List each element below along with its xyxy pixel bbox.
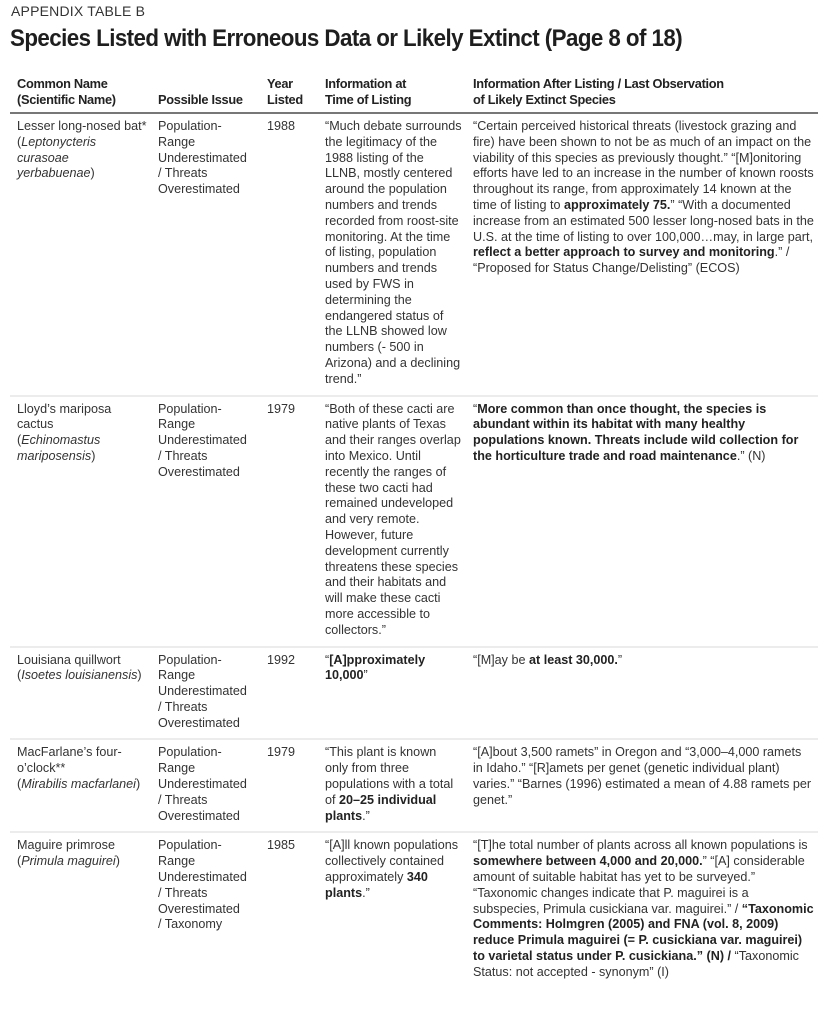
column-header-year <box>260 76 318 113</box>
paren-close: ) <box>90 166 95 181</box>
column-header-info-after <box>466 76 818 113</box>
issue-line: Underestimated <box>158 150 247 165</box>
common-name: Louisiana quillwort <box>17 652 121 667</box>
appendix-label: APPENDIX TABLE B <box>11 3 146 19</box>
info-after-listing-emphasis: approximately 75. <box>564 197 671 212</box>
info-at-listing-cell <box>318 396 466 647</box>
info-after-listing-emphasis: More common than once thought, the species is abundant within its habitat with many healthy populations known. Threats include wild collection for the horticulture trade and road maintenance <box>473 401 799 463</box>
column-header-info-line1: Information at <box>325 76 407 91</box>
species-name-cell <box>10 396 151 647</box>
info-at-listing-text: “[A]ll known populations collectively contained approximately <box>325 838 459 885</box>
info-at-listing-cell <box>318 739 466 832</box>
info-at-listing-text: “Much debate surrounds the legitimacy of the 1988 listing of the LLNB, mostly centered around the population numbers and trends recorded from roost-site monitoring. At the time of listing, population numbers and trends used by FWS in determining the endangered status of the LLNB showed low numbers (- 500 in Arizona) and a declining trend.” <box>325 119 462 386</box>
info-after-listing-text: ” <box>617 652 623 667</box>
info-after-listing-emphasis: at least 30,000. <box>529 652 618 667</box>
possible-issue-cell <box>151 113 260 396</box>
page-title: Species Listed with Erroneous Data or Likely Extinct (Page 8 of 18) <box>10 25 683 52</box>
table-row <box>10 832 818 987</box>
issue-line: Population- <box>158 401 222 416</box>
paren-open: ( <box>17 134 22 149</box>
info-after-listing-text: .” (N) <box>736 448 766 463</box>
paren-open: ( <box>17 777 22 792</box>
scientific-name-wrapper <box>17 433 147 465</box>
info-after-listing-cell <box>466 832 818 987</box>
possible-issue-cell <box>151 396 260 647</box>
info-after-listing-emphasis: reflect a better approach to survey and monitoring <box>473 245 775 260</box>
info-at-listing-cell <box>318 113 466 396</box>
info-after-listing-cell <box>466 396 818 647</box>
scientific-name: Mirabilis macfarlanei <box>21 777 136 792</box>
scientific-name: Echinomastus mariposensis <box>17 433 101 463</box>
paren-close: ) <box>91 448 96 463</box>
column-header-after-line1: Information After Listing / Last Observation <box>473 76 724 91</box>
issue-line: Overestimated <box>158 464 240 479</box>
year-listed-cell: 1979 <box>260 396 318 647</box>
species-name-cell <box>10 647 151 740</box>
table-body <box>10 113 818 988</box>
scientific-name: Leptonycteris curasoae yerbabuenae <box>17 134 97 181</box>
info-after-listing-text: “[A]bout 3,500 ramets” in Oregon and “3,000–4,000 ramets in Idaho.” “[R]amets per genet (genetic individual plant) varies.” “Barnes (1996) estimated a mean of 4.88 ramets per genet.” <box>473 745 812 807</box>
common-name: Lesser long-nosed bat* <box>17 119 147 133</box>
issue-line: Range <box>158 854 196 869</box>
info-after-listing-text: “Taxonomic Status: not accepted - synonym” (I) <box>473 949 799 979</box>
issue-line: Overestimated <box>158 808 240 823</box>
issue-line: / Threats <box>158 166 208 181</box>
issue-line: Population- <box>158 119 222 133</box>
info-at-listing-text: .” <box>362 808 370 823</box>
issue-line: Overestimated <box>158 715 240 730</box>
species-table <box>10 76 818 988</box>
info-at-listing-text: “This plant is known only from three populations with a total of <box>325 745 454 807</box>
common-name: Maguire primrose <box>17 838 115 853</box>
issue-line: Population- <box>158 838 222 853</box>
info-after-listing-emphasis: “Taxonomic Comments: Holmgren (2005) and FNA (vol. 8, 2009) reduce Primula maguirei (= P. cusickiana var. maguirei) to varietal status under P. cusickiana.” (N) / <box>473 901 814 964</box>
info-after-listing-emphasis: somewhere between 4,000 and 20,000. <box>473 854 703 869</box>
issue-line: Overestimated <box>158 182 240 197</box>
paren-close: ) <box>115 854 120 869</box>
table-header <box>10 76 818 113</box>
issue-line: Overestimated <box>158 901 240 916</box>
issue-line: Range <box>158 668 196 683</box>
issue-line: Underestimated <box>158 777 247 792</box>
year-listed-cell: 1985 <box>267 838 296 853</box>
paren-close: ) <box>135 777 141 792</box>
scientific-name-wrapper <box>17 777 147 793</box>
info-after-listing-text: “[T]he total number of plants across all known populations is <box>473 838 808 853</box>
info-at-listing-cell <box>318 832 466 987</box>
paren-open: ( <box>17 854 22 869</box>
info-at-listing-emphasis: 20–25 individual plants <box>325 792 437 823</box>
info-after-listing-text: ” “With a documented increase from an estimated 500 lesser long-nosed bats in the U.S. at the time of listing to over 100,000…may, in large part, <box>473 197 814 244</box>
common-name: Lloyd’s mariposa cactus <box>17 401 112 432</box>
info-at-listing-text: ” <box>363 668 368 683</box>
paren-close: ) <box>137 668 142 683</box>
info-after-listing-cell <box>466 647 818 740</box>
column-header-name-line2: (Scientific Name) <box>17 92 116 107</box>
info-at-listing-text: .” <box>362 885 370 900</box>
info-at-listing-emphasis: [A]pproximately 10,000 <box>325 652 426 683</box>
info-at-listing-text: “Both of these cacti are native plants of Texas and their ranges overlap into Mexico. Until recently the ranges of these two cacti had remained undeveloped and very remote. However, future development currently threatens these species and their habitats and will make these cacti more accessible to collectors.” <box>325 401 461 637</box>
issue-line: / Threats <box>158 699 208 714</box>
column-header-issue: Possible Issue <box>151 76 260 113</box>
info-at-listing-text: “ <box>325 652 330 667</box>
possible-issue-cell <box>151 739 260 832</box>
issue-line: Range <box>158 134 196 149</box>
species-name-cell <box>10 739 151 832</box>
table-row <box>10 396 818 647</box>
issue-line: / Threats <box>158 885 208 900</box>
info-after-listing-text: “Certain perceived historical threats (livestock grazing and fire) have been shown to not be as much of an impact on the viability of this species as previously thought.” “[M]onitoring efforts have led to an increase in the number of known roosts throughout its range, from approximately 14 known at the time of listing to <box>473 119 814 212</box>
issue-line: Population- <box>158 652 222 667</box>
issue-line: Underestimated <box>158 684 247 699</box>
column-header-name-line1: Common Name <box>17 76 108 91</box>
common-name: MacFarlane’s four-o’clock** <box>17 745 122 776</box>
info-after-listing-text: ” “[A] considerable amount of suitable habitat has yet to be surveyed.” “Taxonomic changes indicate that P. maguirei is a subspecies, Primula cusickiana var. maguirei.” / <box>473 854 805 916</box>
issue-line: Underestimated <box>158 870 247 885</box>
table-row <box>10 113 818 396</box>
column-header-name <box>10 76 151 113</box>
column-header-year-line1: Year <box>267 76 293 91</box>
scientific-name: Primula maguirei <box>21 854 116 869</box>
issue-line: Underestimated <box>158 433 247 448</box>
issue-line: Range <box>158 417 196 432</box>
species-name-cell <box>10 832 151 987</box>
table-row <box>10 647 818 740</box>
paren-open: ( <box>17 433 22 448</box>
species-name-cell <box>10 113 151 396</box>
column-header-year-line2: Listed <box>267 92 303 107</box>
info-after-listing-text: “[M]ay be <box>473 652 529 667</box>
scientific-name-wrapper <box>17 854 147 870</box>
column-header-after-line2: of Likely Extinct Species <box>473 92 616 107</box>
possible-issue-cell <box>151 647 260 740</box>
year-listed-cell: 1988 <box>260 113 318 396</box>
table-row <box>10 739 818 832</box>
year-listed-cell: 1979 <box>260 739 318 832</box>
issue-line: Population- <box>158 745 222 760</box>
scientific-name: Isoetes louisianensis <box>21 668 138 683</box>
possible-issue-cell <box>151 832 260 987</box>
scientific-name-wrapper <box>17 668 147 684</box>
info-after-listing-text: “ <box>473 401 478 416</box>
issue-line: / Taxonomy <box>158 917 223 932</box>
info-at-listing-cell <box>318 647 466 740</box>
issue-line: / Threats <box>158 792 208 807</box>
column-header-info-line2: Time of Listing <box>325 92 412 107</box>
info-after-listing-text: .” / “Proposed for Status Change/Delisting” (ECOS) <box>473 245 790 276</box>
info-after-listing-cell <box>466 739 818 832</box>
issue-line: / Threats <box>158 448 208 463</box>
scientific-name-wrapper <box>17 135 147 182</box>
info-after-listing-cell <box>466 113 818 396</box>
year-listed-cell: 1992 <box>260 647 318 740</box>
column-header-info-at-listing <box>318 76 466 113</box>
info-at-listing-emphasis: 340 plants <box>325 870 428 900</box>
issue-line: Range <box>158 761 196 776</box>
paren-open: ( <box>17 668 22 683</box>
